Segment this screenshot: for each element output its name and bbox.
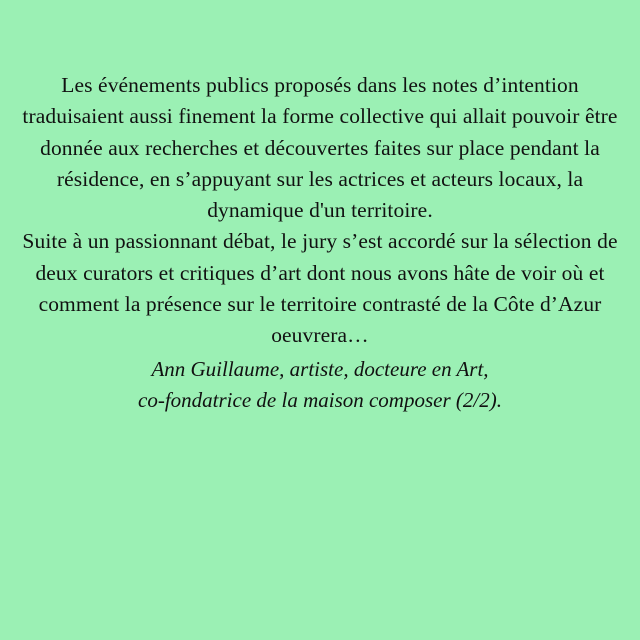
document-body — [14, 70, 626, 352]
paragraph-2: Suite à un passionnant débat, le jury s’est accordé sur la sélection de deux curators et critiques d’art dont nous avons hâte de voir où et comment la présence sur le territoire contrasté de la Côte d’Azur oeuvrera… — [22, 229, 618, 348]
signature-block — [14, 354, 626, 418]
paragraph-1: Les événements publics proposés dans les notes d’intention traduisaient aussi finement la forme collective qui allait pouvoir être donnée aux recherches et découvertes faites sur place pendant la résidence, en s’appuyant sur les actrices et acteurs locaux, la dynamique d'un territoire. — [22, 73, 618, 223]
signature-line-1: Ann Guillaume, artiste, docteure en Art, — [151, 356, 489, 381]
signature-line-2: co-fondatrice de la maison composer (2/2). — [138, 388, 502, 413]
